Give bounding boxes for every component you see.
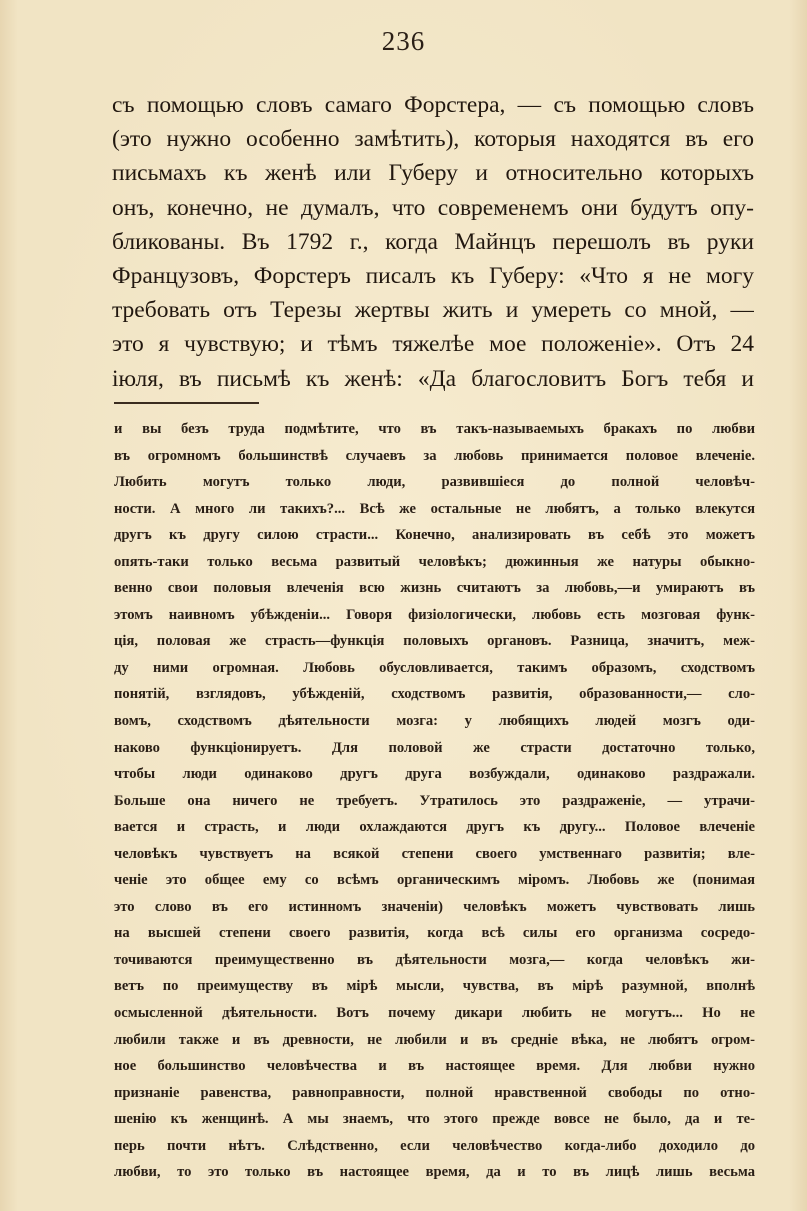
main-text-line: это я чувствую; и тѣмъ тяжелѣе мое положеніе». Отъ 24 <box>112 331 754 358</box>
footnote-line: ченіе это общее ему со всѣмъ органическимъ міромъ. Любовь же (понимая <box>114 872 755 889</box>
main-text-line: Французовъ, Форстеръ писалъ къ Губеру: «Что я не могу <box>112 262 754 289</box>
footnote-line: любили также и въ древности, не любили и въ средніе вѣка, не любятъ огром- <box>114 1031 755 1048</box>
footnote-line: ція, половая же страсть—функція половыхъ органовъ. Разница, значитъ, меж- <box>114 633 755 650</box>
footnote-line: точиваются преимущественно въ дѣятельности мозга,— когда человѣкъ жи- <box>114 951 755 968</box>
footnote-line: венно свои половыя влеченія всю жизнь считаютъ за любовь,—и умираютъ въ <box>114 580 755 597</box>
footnote-line: ности. А много ли такихъ?... Всѣ же остальные не любятъ, а только влекутся <box>114 500 755 517</box>
footnote-line: любви, то это только въ настоящее время, да и то въ лицѣ лишь весьма <box>114 1164 755 1181</box>
footnote-line: вается и страсть, и люди охлаждаются другъ къ другу... Половое влеченіе <box>114 819 755 836</box>
footnote-line: понятій, взглядовъ, убѣжденій, сходствомъ развитія, образованности,— сло- <box>114 686 755 703</box>
footnote-line: въ огромномъ большинствѣ случаевъ за любовь принимается половое влеченіе. <box>114 447 755 464</box>
footnote-line: опять-таки только весьма развитый человѣкъ; дюжинныя же натуры обыкно- <box>114 553 755 570</box>
main-text-line: бликованы. Въ 1792 г., когда Майнцъ перешолъ въ руки <box>112 228 754 255</box>
footnote-line: этомъ наивномъ убѣжденіи... Говоря физіологически, любовь есть мозговая функ- <box>114 606 755 623</box>
footnote-line: шенію къ женщинѣ. А мы знаемъ, что этого прежде вовсе не было, да и те- <box>114 1111 755 1128</box>
footnote-line: ное большинство человѣчества и въ настоящее время. Для любви нужно <box>114 1058 755 1075</box>
footnote-line: чтобы люди одинаково другъ друга возбуждали, одинаково раздражали. <box>114 766 755 783</box>
page-number: 236 <box>381 26 426 56</box>
footnote-line: осмысленной дѣятельности. Вотъ почему дикари любить не могутъ... Но не <box>114 1005 755 1022</box>
main-text-line: требовать отъ Терезы жертвы жить и умереть со мной, — <box>112 297 754 324</box>
main-text <box>112 88 754 396</box>
main-text-line: съ помощью словъ самаго Форстера, — съ помощью словъ <box>112 92 754 118</box>
main-text-line: (это нужно особенно замѣтить), которыя находятся въ его <box>112 126 754 153</box>
footnote-line: признаніе равенства, равноправности, полной нравственной свободы по отно- <box>114 1084 755 1101</box>
footnote-line: другъ къ другу силою страсти... Конечно, анализировать въ себѣ это можетъ <box>114 527 755 544</box>
footnote-line: вомъ, сходствомъ дѣятельности мозга: у любящихъ людей мозгъ оди- <box>114 713 755 730</box>
footnote-divider <box>114 402 259 404</box>
footnote-line: и вы безъ труда подмѣтите, что въ такъ-называемыхъ бракахъ по любви <box>114 421 755 437</box>
footnote-line: на высшей степени своего развитія, когда всѣ силы его организма сосредо- <box>114 925 755 942</box>
footnote-line: ду ними огромная. Любовь обусловливается, такимъ образомъ, сходствомъ <box>114 659 755 676</box>
footnote-line: ветъ по преимуществу въ мірѣ мысли, чувства, въ мірѣ разумной, вполнѣ <box>114 978 755 995</box>
footnote-line: наково функціонируетъ. Для половой же страсти достаточно только, <box>114 739 755 756</box>
footnote-line: перь почти нѣтъ. Слѣдственно, если человѣчество когда-либо доходило до <box>114 1137 755 1154</box>
footnote-line: это слово въ его истинномъ значеніи) человѣкъ можетъ чувствовать лишь <box>114 898 755 915</box>
main-text-line: іюля, въ письмѣ къ женѣ: «Да благословитъ Богъ тебя и <box>112 365 754 392</box>
main-text-line: онъ, конечно, не думалъ, что современемъ они будутъ опу- <box>112 194 754 221</box>
footnote-line: Любить могутъ только люди, развившіеся до полной человѣч- <box>114 474 755 491</box>
footnote-text <box>114 416 755 1186</box>
footnote-line: человѣкъ чувствуетъ на всякой степени своего умственнаго развитія; вле- <box>114 845 755 862</box>
main-text-line: письмахъ къ женѣ или Губеру и относительно которыхъ <box>112 160 754 187</box>
footnote-line: Больше она ничего не требуетъ. Утратилось это раздраженіе, — утрачи- <box>114 792 755 809</box>
